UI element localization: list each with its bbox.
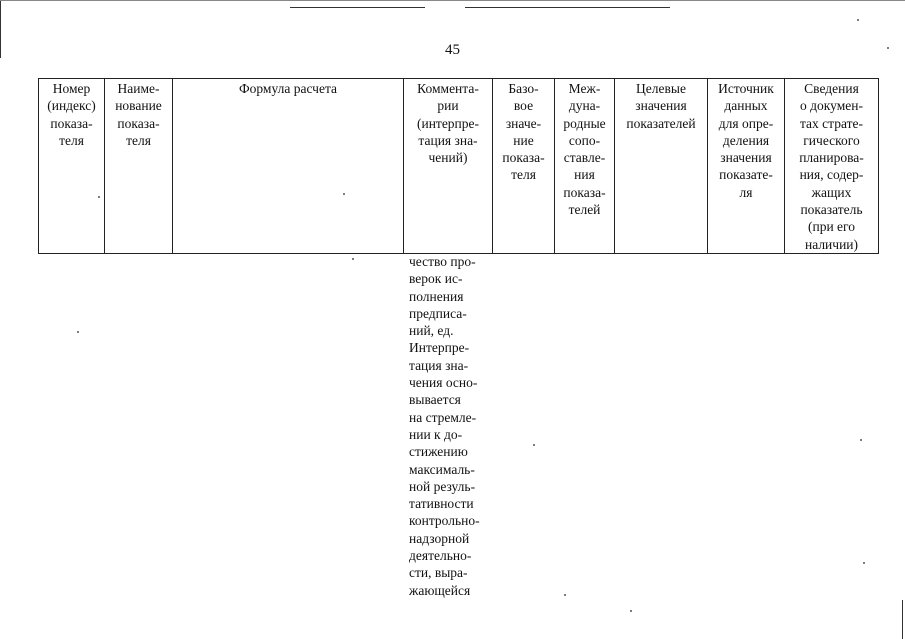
header-data-source: Источник данных для опре- деления значения показате- ля: [708, 79, 785, 254]
scan-speck: [564, 594, 566, 596]
header-base-value: Базо- вое значе- ние показа- теля: [493, 79, 555, 254]
scan-speck: [343, 193, 345, 195]
scan-speck: [630, 610, 632, 612]
comment-continuation-text: чество про- верок ис- полнения предписа- ний, ед. Интерпре- тация зна- чения осно- вывается на стремле- нии к до- стижению максималь- ной резуль- тативности контрольно- надзорной деятельно- сти, выра- жающейся: [409, 254, 480, 598]
table-header-row: [39, 79, 879, 254]
scan-speck: [77, 331, 79, 333]
scan-line-top-2: [465, 7, 670, 8]
header-calculation-formula: Формула расчета: [173, 79, 404, 254]
scan-speck: [887, 47, 889, 49]
scan-speck: [863, 562, 865, 564]
scan-speck: [533, 444, 535, 446]
indicators-table: [38, 78, 879, 254]
scan-edge-top: [0, 0, 905, 1]
header-international-comparisons: Меж- дуна- родные сопо- ставле- ния показа- телей: [555, 79, 615, 254]
header-indicator-number: Номер (индекс) показа- теля: [39, 79, 105, 254]
scan-line-top-1: [290, 7, 425, 8]
scan-speck: [857, 19, 859, 21]
scan-speck: [860, 439, 862, 441]
header-comments: Коммента- рии (интерпре- тация зна- чений): [404, 79, 493, 254]
scan-speck: [98, 196, 100, 198]
scan-edge-right: [902, 600, 903, 639]
header-target-values: Целевые значения показателей: [615, 79, 708, 254]
header-strategic-documents: Сведения о докумен- тах страте- гического планирова- ния, содер- жащих показатель (при его наличии): [785, 79, 879, 254]
scan-speck: [352, 258, 354, 260]
page-number: 45: [445, 42, 460, 58]
header-indicator-name: Наиме- нование показа- теля: [105, 79, 173, 254]
